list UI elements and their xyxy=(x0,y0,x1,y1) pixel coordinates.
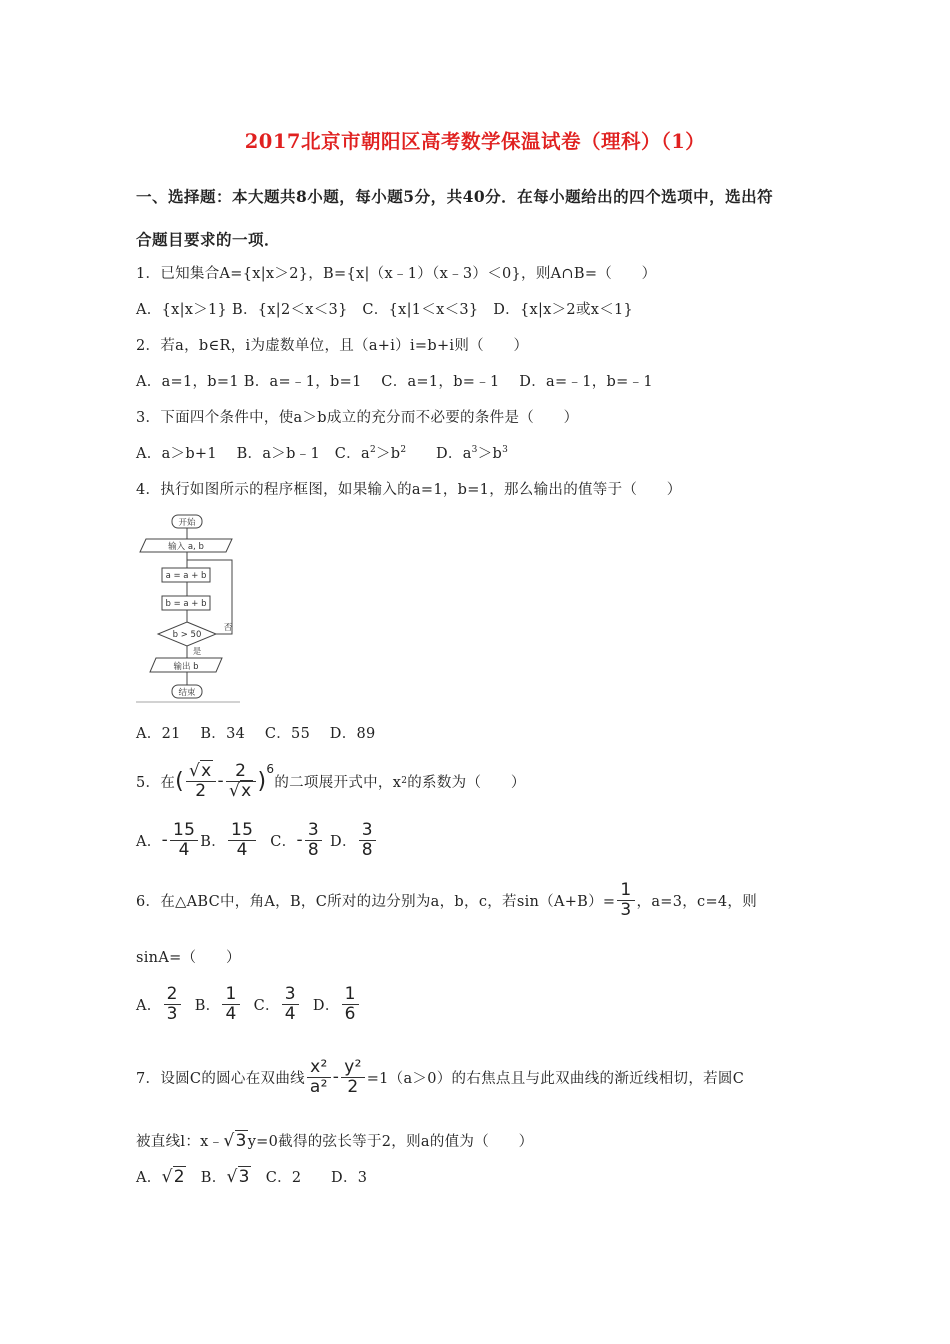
q5-prefix: 5．在 xyxy=(136,774,176,791)
flow-yes-label: 是 xyxy=(192,647,202,657)
q5-opt-label: B． xyxy=(200,833,227,850)
question-7-options: A．√2 B．√3 C．2 D．3 xyxy=(136,1167,368,1187)
q5-rparen: ) xyxy=(257,768,267,794)
q5-exponent: 6 xyxy=(266,762,275,776)
question-7-stem xyxy=(136,1052,744,1102)
question-3-stem: 3．下面四个条件中，使a＞b成立的充分而不必要的条件是（ ） xyxy=(136,410,579,426)
q5-suffix: 的二项展开式中，x xyxy=(274,774,402,791)
q5-sqrt-x-2: x xyxy=(241,780,252,801)
q7-stem-c2: y=0截得的弦长等于2，则a的值为（ ） xyxy=(247,1134,534,1150)
frac-denominator: 3 xyxy=(166,1003,178,1024)
frac-numerator: 15 xyxy=(228,821,256,841)
frac-denominator: 6 xyxy=(344,1003,356,1024)
q5-den-1: 2 xyxy=(195,780,207,801)
frac-denominator: 8 xyxy=(361,839,373,860)
q5-suffix-2: 的系数为（ ） xyxy=(407,774,526,791)
q7-opt-b: B． xyxy=(200,1170,227,1186)
question-2-options: A．a=1，b=1 B．a=﹣1，b=1 C．a=1，b=﹣1 D．a=﹣1，b=﹣1 xyxy=(136,374,653,390)
frac-denominator: a² xyxy=(309,1076,328,1097)
q5-opt-d-frac xyxy=(359,821,376,860)
q6-opt-c-frac xyxy=(282,985,299,1024)
q5-num-2: 2 xyxy=(226,762,256,782)
q3-sup: 3 xyxy=(471,445,478,455)
q3-sup: 2 xyxy=(400,445,407,455)
flow-step-1: a = a + b xyxy=(165,571,207,581)
section-heading: 一、选择题：本大题共8小题，每小题5分，共40分．在每小题给出的四个选项中，选出符 xyxy=(136,187,774,206)
flow-step-2: b = a + b xyxy=(165,599,207,609)
frac-numerator: x² xyxy=(307,1058,331,1078)
q7-stem-c1: 被直线l：x﹣ xyxy=(136,1134,224,1150)
q3-opt-a: A．a＞b+1 B．a＞b﹣1 C．a xyxy=(136,446,370,462)
q6-opt-label: D． xyxy=(312,997,340,1014)
q7-sqrt-3: 3 xyxy=(235,1131,247,1151)
q5-sqrt-x: x xyxy=(201,760,212,781)
question-4-stem: 4．执行如图所示的程序框图，如果输入的a=1，b=1，那么输出的值等于（ ） xyxy=(136,482,682,498)
frac-denominator: 4 xyxy=(178,839,190,860)
page-title: 2017北京市朝阳区高考数学保温试卷（理科）（1） xyxy=(244,130,706,153)
q3-sup: 2 xyxy=(369,445,376,455)
flow-input: 输入 a, b xyxy=(168,542,204,552)
q5-opt-a-frac xyxy=(170,821,198,860)
q3-opt-end: D．a xyxy=(406,446,472,462)
q3-opt-end2: ＞b xyxy=(477,446,503,462)
q6-opt-d-frac xyxy=(342,985,359,1024)
q5-lparen: ( xyxy=(175,768,185,794)
frac-numerator: 2 xyxy=(164,985,181,1005)
flow-end: 结束 xyxy=(178,688,196,698)
q7-frac-2 xyxy=(341,1058,364,1097)
q7-minus: - xyxy=(332,1067,340,1087)
q5-opt-label: D． xyxy=(330,833,357,850)
q5-opt-label: A． xyxy=(136,833,162,850)
flow-condition: b > 50 xyxy=(172,630,202,640)
frac-numerator: 3 xyxy=(305,821,322,841)
q6-stem-a: 6．在△ABC中，角A，B，C所对的边分别为a，b，c，若sin（A+B）= xyxy=(136,893,616,910)
frac-numerator: y² xyxy=(341,1058,364,1078)
frac-denominator: 4 xyxy=(236,839,248,860)
frac-denominator: 2 xyxy=(347,1076,359,1097)
q6-opt-label: B． xyxy=(194,997,221,1014)
question-5-options xyxy=(136,818,378,862)
frac-numerator: 1 xyxy=(617,881,634,901)
q6-opt-a-frac xyxy=(164,985,181,1024)
frac-denominator: 4 xyxy=(284,1003,296,1024)
q7-stem-b: =1（a＞0）的右焦点且与此双曲线的渐近线相切，若圆C xyxy=(366,1070,745,1087)
q7-opt-cd: C．2 D．3 xyxy=(265,1170,368,1186)
frac-numerator: 3 xyxy=(359,821,376,841)
q5-frac-1: $\frac{√x}{2}$ xyxy=(186,762,216,801)
q6-stem-b: ，a=3，c=4，则 xyxy=(636,893,758,910)
flow-start: 开始 xyxy=(178,518,196,528)
q5-opt-b-frac xyxy=(228,821,256,860)
q6-opt-label: C． xyxy=(253,997,280,1014)
question-1-options: A．{x|x＞1} B．{x|2＜x＜3} C．{x|1＜x＜3} D．{x|x＞2或x＜1} xyxy=(136,302,634,318)
question-1-stem: 1．已知集合A={x|x＞2}，B={x|（x﹣1）（x﹣3）＜0}，则A∩B=（ ） xyxy=(136,266,657,282)
q7-opt-a-rad: 2 xyxy=(173,1167,185,1187)
q5-opt-sign: - xyxy=(296,830,303,850)
q5-frac-2: $\frac{2}{√x}$ xyxy=(226,762,256,801)
flowchart-diagram xyxy=(136,512,240,705)
question-6-stem-cont: sinA=（ ） xyxy=(136,950,241,966)
frac-numerator: 1 xyxy=(222,985,239,1005)
section-heading-cont: 合题目要求的一项． xyxy=(136,230,281,249)
question-4-options: A．21 B．34 C．55 D．89 xyxy=(136,726,376,742)
question-6-options xyxy=(136,982,361,1026)
q5-suffix-sup: 2 xyxy=(401,776,408,786)
q6-opt-label: A． xyxy=(136,997,162,1014)
question-3-options xyxy=(136,442,508,463)
frac-numerator: 1 xyxy=(342,985,359,1005)
frac-denominator: 3 xyxy=(620,899,632,920)
q7-stem-a: 7．设圆C的圆心在双曲线 xyxy=(136,1070,305,1087)
frac-numerator: 15 xyxy=(170,821,198,841)
question-5-stem xyxy=(136,760,526,802)
question-6-stem xyxy=(136,878,757,922)
q7-opt-a: A． xyxy=(136,1170,162,1186)
question-2-stem: 2．若a，b∈R，i为虚数单位，且（a+i）i=b+i则（ ） xyxy=(136,338,529,354)
q3-opt-mid: ＞b xyxy=(375,446,401,462)
question-7-stem-cont: 被直线l：x﹣√3y=0截得的弦长等于2，则a的值为（ ） xyxy=(136,1131,534,1151)
flow-no-label: 否 xyxy=(223,623,233,633)
frac-numerator: 3 xyxy=(282,985,299,1005)
q5-opt-label: C． xyxy=(270,833,297,850)
q7-opt-b-rad: 3 xyxy=(238,1167,250,1187)
frac-denominator: 8 xyxy=(307,839,320,860)
q6-opt-b-frac xyxy=(222,985,239,1024)
q5-minus: - xyxy=(217,771,224,791)
q6-frac xyxy=(617,881,634,920)
flow-output: 输出 b xyxy=(173,662,199,672)
q3-sup: 3 xyxy=(502,445,509,455)
q5-opt-sign: - xyxy=(161,830,169,850)
q7-frac-1 xyxy=(307,1058,331,1097)
q5-opt-c-frac xyxy=(305,821,322,860)
frac-denominator: 4 xyxy=(225,1003,237,1024)
